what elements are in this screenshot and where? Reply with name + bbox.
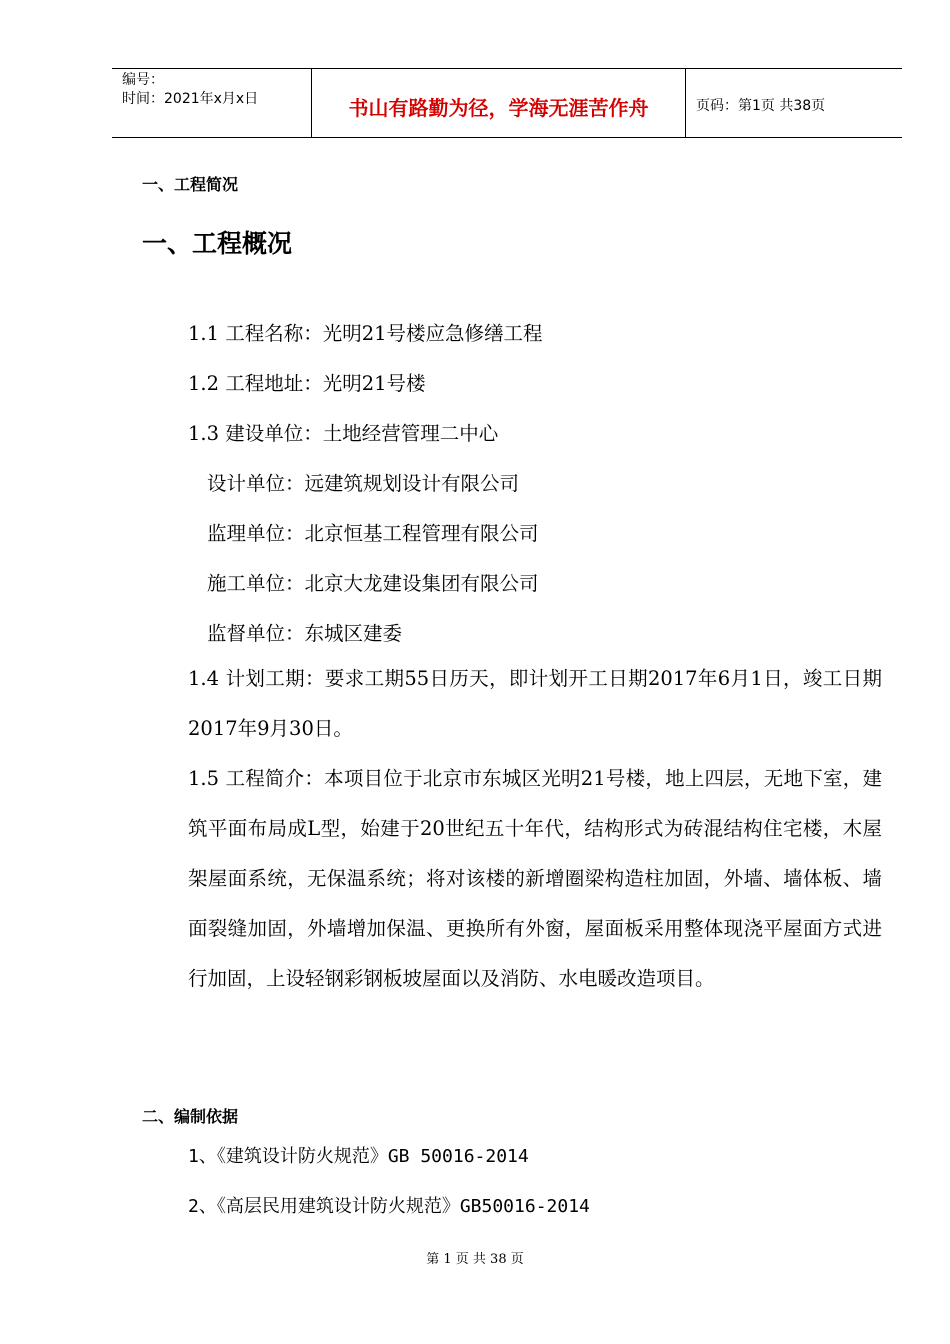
project-schedule: 1.4 计划工期：要求工期55日历天，即计划开工日期2017年6月1日，竣工日期2017年9月30日。 — [188, 667, 882, 740]
section2-title: 二、编制依据 — [142, 1107, 239, 1126]
basis-item-1: 1、《建筑设计防火规范》GB 50016-2014 — [188, 1146, 529, 1167]
project-inspector: 监督单位：东城区建委 — [207, 622, 403, 645]
section1-heading-small: 一、工程简况 — [142, 175, 239, 194]
page-footer: 第 1 页 共 38 页 — [426, 1252, 524, 1267]
project-name: 1.1 工程名称：光明21号楼应急修缮工程 — [188, 322, 543, 345]
project-builder: 1.3 建设单位：土地经营管理二中心 — [188, 422, 499, 445]
header-page-info: 页码：第1页 共38页 — [696, 98, 826, 114]
page-header — [112, 68, 902, 138]
header-time: 时间：2021年x月x日 — [122, 91, 259, 107]
project-constructor: 施工单位：北京大龙建设集团有限公司 — [207, 572, 539, 595]
project-intro: 1.5 工程简介：本项目位于北京市东城区光明21号楼，地上四层，无地下室，建筑平面布局成L型，始建于20世纪五十年代，结构形式为砖混结构住宅楼，木屋架屋面系统，无保温系统；将对该楼的新增圈梁构造柱加固，外墙、墙体板、墙面裂缝加固，外墙增加保温、更换所有外窗，屋面板采用整体现浇平屋面方式进行加固，上设轻钢彩钢板坡屋面以及消防、水电暖改造项目。 — [188, 767, 882, 990]
header-number: 编号： — [122, 72, 164, 88]
header-meta — [112, 69, 312, 137]
header-slogan: 书山有路勤为径，学海无涯苦作舟 — [312, 69, 686, 137]
basis-item-2: 2、《高层民用建筑设计防火规范》GB50016-2014 — [188, 1196, 590, 1217]
project-designer: 设计单位：远建筑规划设计有限公司 — [207, 472, 520, 495]
project-address: 1.2 工程地址：光明21号楼 — [188, 372, 426, 395]
section1-title: 一、工程概况 — [142, 229, 293, 258]
project-supervisor: 监理单位：北京恒基工程管理有限公司 — [207, 522, 539, 545]
